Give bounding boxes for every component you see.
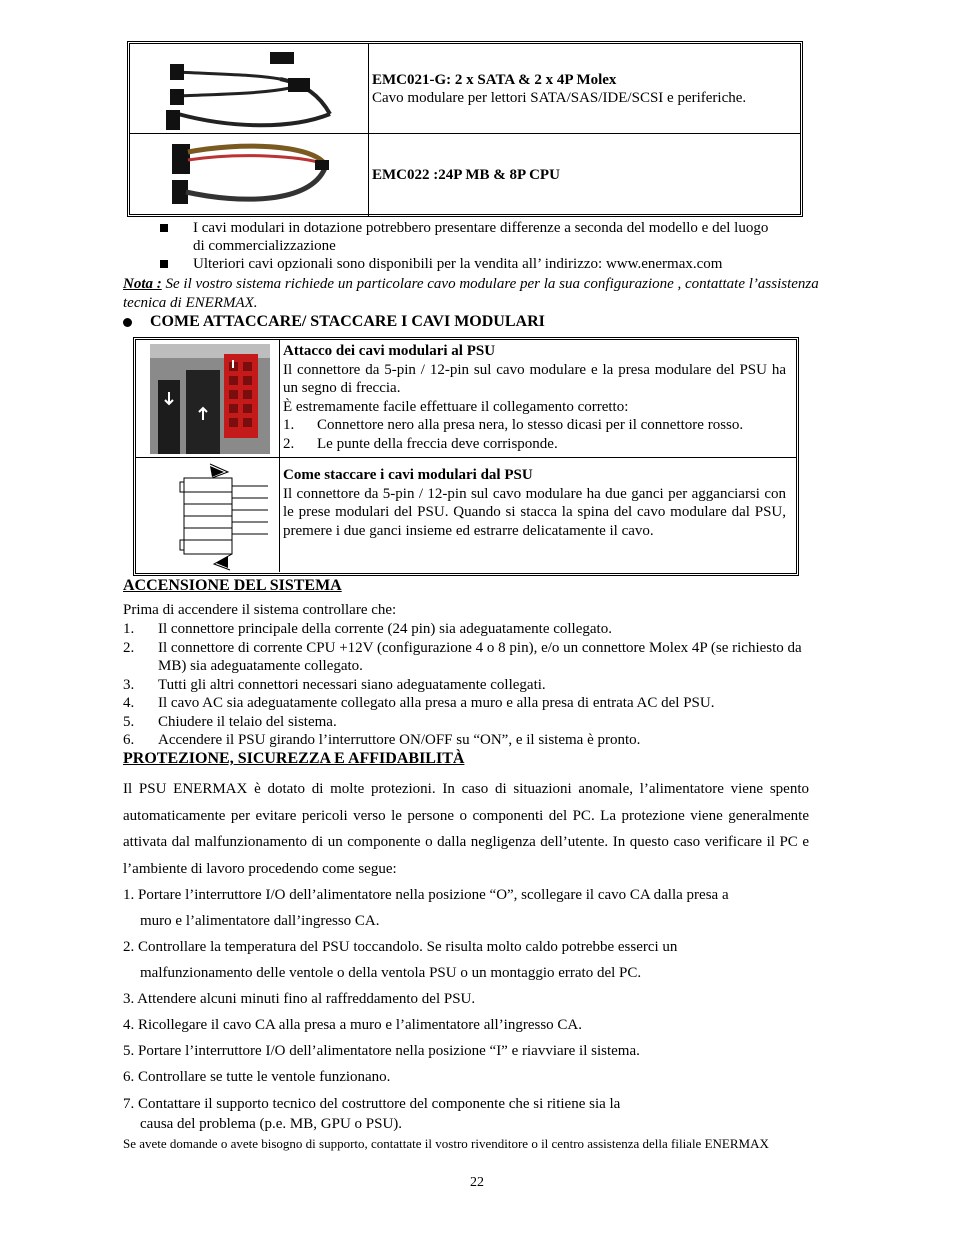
enermax-link[interactable]: www.enermax.com [605, 256, 723, 272]
square-bullet-icon [160, 260, 168, 268]
note-label: Nota : [123, 276, 162, 292]
cable-code: EMC022 :24P MB & 8P CPU [372, 167, 560, 183]
note-text: Se il vostro sistema richiede un particolare cavo modulare per la sua configurazione , contattate l’assistenza tecnica di ENERMAX. [123, 276, 819, 311]
footer-note: Se avete domande o avete bisogno di supporto, contattate il vostro rivenditore o il centro assistenza della filiale ENERMAX [123, 1136, 769, 1151]
accensione-heading: ACCENSIONE DEL SISTEMA [123, 577, 342, 594]
attach-p1: Il connettore da 5-pin / 12-pin sul cavo modulare e la presa modulare del PSU ha un segno di freccia. [283, 361, 786, 396]
accensione-intro: Prima di accendere il sistema controllare che: [123, 602, 397, 618]
connector-diagram [136, 458, 280, 572]
note [123, 275, 823, 313]
list-item: 6. Controllare se tutte le ventole funzionano. [123, 1069, 391, 1085]
list-item: 2. Controllare la temperatura del PSU toccandolo. Se risulta molto caldo potrebbe esserci un malfunzionamento delle ventole o della ventola PSU o un montaggio errato del PC. [123, 939, 678, 981]
list-item: 5. Portare l’interruttore I/O dell’alimentatore nella posizione “I” e riavviare il sistema. [123, 1043, 640, 1059]
protezione-steps [123, 882, 809, 1134]
attach-title: Attacco dei cavi modulari al PSU [283, 343, 496, 359]
cable-row [130, 44, 800, 134]
cable-text [372, 134, 794, 216]
cable-text [372, 44, 794, 133]
protezione-heading: PROTEZIONE, SICUREZZA E AFFIDABILITÀ [123, 750, 465, 767]
list-item: 3. Tutti gli altri connettori necessari siano adeguatamente collegati. [123, 676, 546, 693]
attach-table [133, 337, 799, 576]
list-item: 2. Il connettore di corrente CPU +12V (configurazione 4 o 8 pin), e/o un connettore Molex 4P (se richiesto da MB) sia adeguatamente collegato. [123, 639, 802, 674]
square-bullet-icon [160, 224, 168, 232]
list-item: 7. Contattare il supporto tecnico del costruttore del componente che si ritiene sia la causa del problema (p.e. MB, GPU o PSU). [123, 1096, 621, 1132]
detach-body: Il connettore da 5-pin / 12-pin sul cavo modulare ha due ganci per agganciarsi con le prese modulari del PSU. Quando si stacca la spina del cavo modulare dal PSU, premere i due ganci insieme ed estrarre delicatamente il cavo. [283, 485, 786, 539]
cable-image-emc021 [130, 44, 369, 133]
list-item: 5. Chiudere il telaio del sistema. [123, 713, 337, 730]
detach-row [136, 458, 796, 572]
cables-notes [160, 219, 780, 273]
bullet-text: Ulteriori cavi opzionali sono disponibili per la vendita all’ indirizzo: [193, 256, 606, 272]
cables-table [127, 41, 803, 217]
list-item: 4. Il cavo AC sia adeguatamente collegato alla presa a muro e alla presa di entrata AC del PSU. [123, 695, 715, 711]
list-item [160, 255, 780, 273]
circle-bullet-icon [123, 318, 132, 327]
list-item: 1. Portare l’interruttore I/O dell’alimentatore nella posizione “O”, scollegare il cavo CA dalla presa a muro e l’alimentatore dall’ingresso CA. [123, 887, 729, 929]
bullet-text: I cavi modulari in dotazione potrebbero presentare differenze a seconda del modello e del luogo di commercializzazione [193, 220, 769, 254]
attach-heading: COME ATTACCARE/ STACCARE I CAVI MODULARI [123, 313, 545, 331]
connector-photo [136, 340, 280, 457]
page-number: 22 [470, 1175, 484, 1190]
list-item: 1. Connettore nero alla presa nera, lo stesso dicasi per il connettore rosso. [283, 417, 744, 433]
list-item: 3. Attendere alcuni minuti fino al raffreddamento del PSU. [123, 991, 476, 1007]
attach-p2: È estremamente facile effettuare il collegamento corretto: [283, 398, 629, 415]
list-item: 2. Le punte della freccia deve corrisponde. [283, 435, 558, 452]
cable-code: EMC021-G: 2 x SATA & 2 x 4P Molex [372, 72, 617, 88]
list-item: 1. Il connettore principale della corrente (24 pin) sia adeguatamente collegato. [123, 621, 612, 637]
attach-row [136, 340, 796, 458]
detach-text [283, 466, 786, 540]
list-item: 6. Accendere il PSU girando l’interruttore ON/OFF su “ON”, e il sistema è pronto. [123, 732, 641, 748]
detach-title: Come staccare i cavi modulari dal PSU [283, 467, 533, 483]
attach-text [283, 342, 786, 453]
accensione-list [123, 620, 803, 750]
cable-desc: Cavo modulare per lettori SATA/SAS/IDE/SCSI e periferiche. [372, 90, 747, 106]
cable-row [130, 134, 800, 216]
cable-image-emc022 [130, 134, 369, 216]
list-item [160, 219, 780, 255]
list-item: 4. Ricollegare il cavo CA alla presa a muro e l’alimentatore all’ingresso CA. [123, 1017, 583, 1033]
protezione-text: Il PSU ENERMAX è dotato di molte protezioni. In caso di situazioni anomale, l’alimentatore viene spento automaticamente per evitare pericoli verso le persone o componenti del PC. La protezione viene generalmente attivata dal malfunzionamento di un componente o dalla negligenza dell’utente. In questo caso verificare il PC e l’ambiente di lavoro procedendo come segue: [123, 781, 809, 877]
